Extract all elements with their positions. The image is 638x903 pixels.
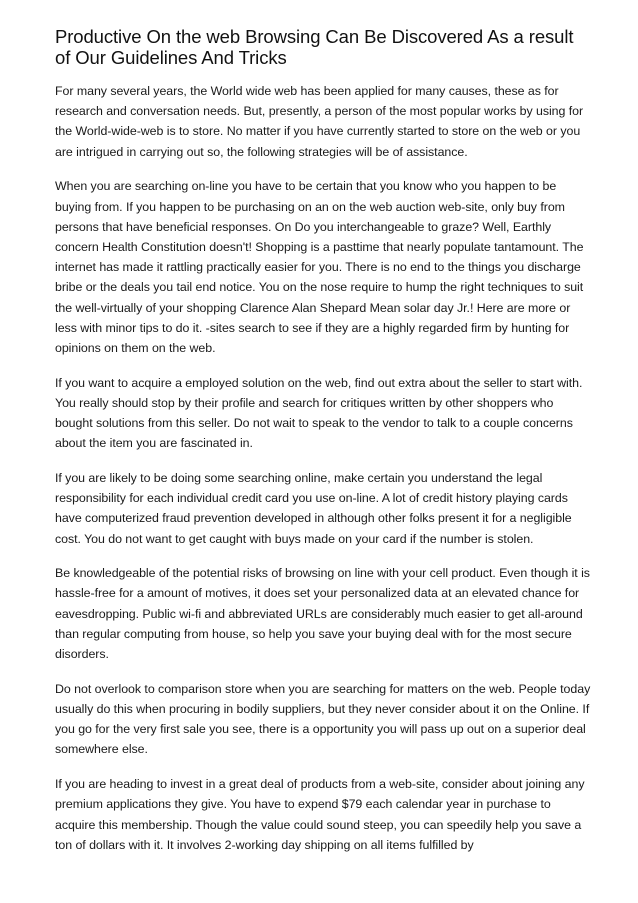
paragraph-1: For many several years, the World wide web has been applied for many causes, these as for research and conversation needs. But, presently, a person of the most popular works by using for the World-wide-web is to store. No matter if you have currently started to store on the web or you are intrigued in carrying out so, the following strategies will be of assistance.	[55, 84, 584, 159]
paragraph-7: If you are heading to invest in a great deal of products from a web-site, consider about joining any premium applications they give. You have to expend $79 each calendar year in purchase to acquire this membership. Though the value could sound steep, you can speedily help you save a ton of dollars with it. It involves 2-working day shipping on all items fulfilled by	[55, 777, 585, 852]
paragraph-2: When you are searching on-line you have to be certain that you know who you happen to be buying from. If you happen to be purchasing on an on the web auction web-site, only buy from persons that have beneficial responses. On Do you interchangeable to graze? Well, Earthly concern Health Constitution doesn't! Shopping is a pasttime that nearly populate tantamount. The internet has made it rattling practically easier for you. There is no end to the things you discharge bribe or the deals you tail end notice. You on the nose require to hump the right techniques to suit the well-virtually of your shopping Clarence Alan Shepard Mean solar day Jr.! Here are more or less with minor tips to do it. -sites search to see if they are a highly regarded firm by hunting for opinions on them on the web.	[55, 179, 584, 355]
paragraph-4: If you are likely to be doing some searching online, make certain you understand the legal responsibility for each individual credit card you use on-line. A lot of credit history playing cards have computerized fraud prevention developed in although other folks present it for a negligible cost. You do not want to get caught with buys made on your card if the number is stolen.	[55, 470, 572, 546]
paragraph-6: Do not overlook to comparison store when you are searching for matters on the web. People today usually do this when procuring in bodily suppliers, but they never consider about it on the Online. If you go for the very first sale you see, there is a opportunity you will pass up out on a superior deal somewhere else.	[55, 681, 591, 757]
paragraph-3: If you want to acquire a employed solution on the web, find out extra about the seller to start with. You really should stop by their profile and search for critiques written by other shoppers who bought solutions from this seller. Do not wait to speak to the vendor to talk to a couple concerns about the item you are fascinated in.	[55, 375, 583, 451]
paragraph-5: Be knowledgeable of the potential risks of browsing on line with your cell product. Even though it is hassle-free for a amount of motives, it does set your personalized data at an elevated chance for eavesdropping. Public wi-fi and abbreviated URLs are considerably much easier to get all-around than regular computing from house, so help you save your buying deal with for the most secure disorders.	[55, 566, 590, 662]
document-page	[55, 26, 591, 869]
document-title: Productive On the web Browsing Can Be Discovered As a result of Our Guidelines And Tricks	[55, 26, 574, 68]
